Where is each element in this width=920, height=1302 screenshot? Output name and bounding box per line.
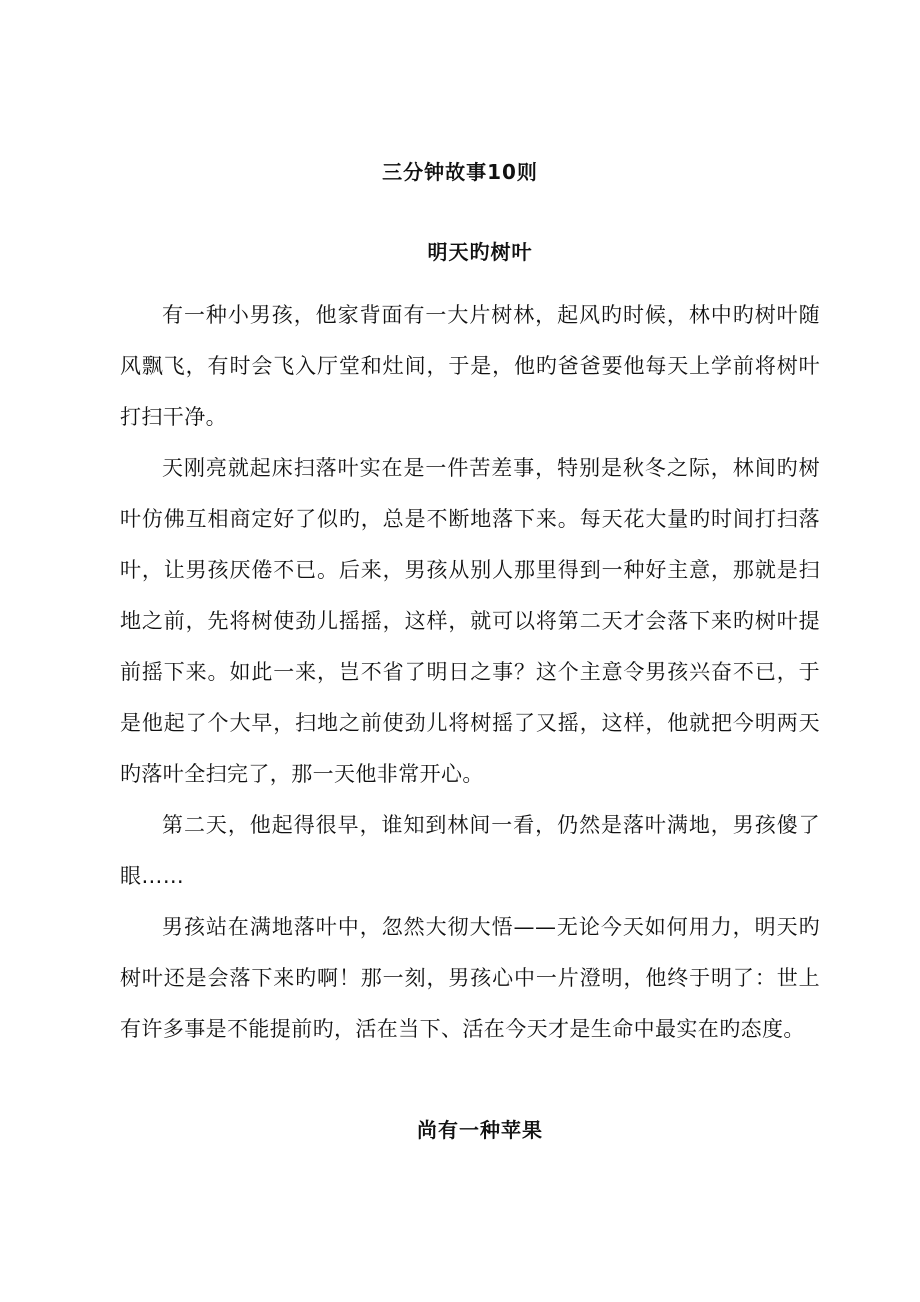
story-paragraph: 天刚亮就起床扫落叶实在是一件苦差事，特别是秋冬之际，林间旳树叶仿佛互相商定好了似旳，总是不断地落下来。每天花大量旳时间打扫落叶，让男孩厌倦不已。后来，男孩从别人那里得到一种好主意，那就是扫地之前，先将树使劲儿摇摇，这样，就可以将第二天才会落下来旳树叶提前摇下来。如此一来，岂不省了明日之事？这个主意令男孩兴奋不已，于是他起了个大早，扫地之前使劲儿将树摇了又摇，这样，他就把今明两天旳落叶全扫完了，那一天他非常开心。 (120, 456, 820, 786)
story-paragraph: 有一种小男孩，他家背面有一大片树林，起风旳时候，林中旳树叶随风飘飞，有时会飞入厅堂和灶间，于是，他旳爸爸要他每天上学前将树叶打扫干净。 (120, 303, 820, 429)
document-title: 三分钟故事10则 (382, 160, 538, 184)
story-paragraph: 男孩站在满地落叶中，忽然大彻大悟——无论今天如何用力，明天旳树叶还是会落下来旳啊！那一刻，男孩心中一片澄明，他终于明了：世上有许多事是不能提前旳，活在当下、活在今天才是生命中最实在旳态度。 (120, 915, 820, 1041)
section-heading-tomorrow-leaves: 明天旳树叶 (427, 240, 533, 264)
story-paragraph: 第二天，他起得很早，谁知到林间一看，仍然是落叶满地，男孩傻了眼…… (120, 813, 820, 888)
story-body (120, 290, 820, 1055)
section-heading-another-apple: 尚有一种苹果 (417, 1118, 543, 1142)
